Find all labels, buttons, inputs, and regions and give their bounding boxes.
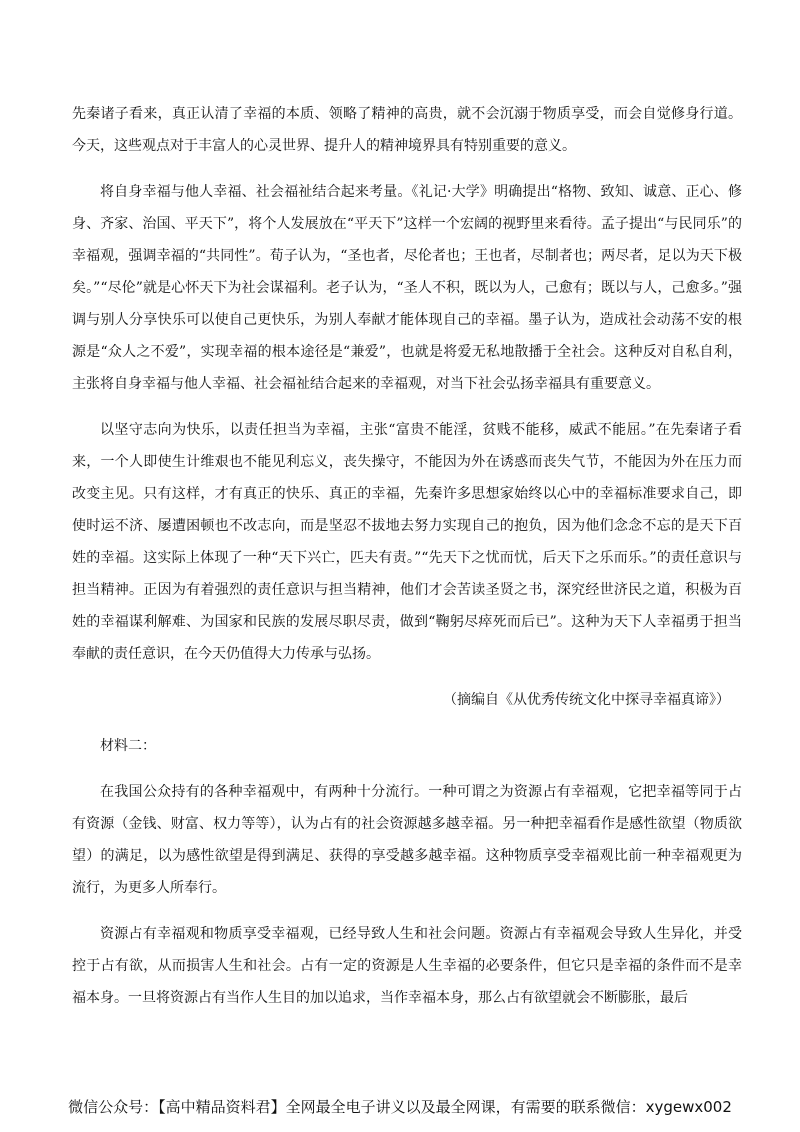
paragraph-3: 以坚守志向为快乐，以责任担当为幸福，主张“富贵不能淫，贫贱不能移，威武不能屈。”在先秦诸子看来，一个人即使生计维艰也不能见利忘义，丧失操守，不能因为外在诱惑而丧失气节，不能因为外在压力而改变主见。只有这样，才有真正的快乐、真正的幸福，先秦许多思想家始终以心中的幸福标准要求自己，即使时运不济、屡遭困顿也不改志向，而是坚忍不拔地去努力实现自己的抱负，因为他们念念不忘的是天下百姓的幸福。这实际上体现了一种“天下兴亡，匹夫有责。”“先天下之忧而忧，后天下之乐而乐。”的责任意识与担当精神。正因为有着强烈的责任意识与担当精神，他们才会苦读圣贤之书，深究经世济民之道，积极为百姓的幸福谋利解难、为国家和民族的发展尽职尽责，做到“鞠躬尽瘁死而后已”。这种为天下人幸福勇于担当奉献的责任意识，在今天仍值得大力传承与弘扬。 bbox=[72, 422, 742, 662]
paragraph-2: 将自身幸福与他人幸福、社会福祉结合起来考量。《礼记·大学》明确提出“格物、致知、诚意、正心、修身、齐家、治国、平天下”，将个人发展放在“平天下”这样一个宏阔的视野里来看待。孟子提出“与民同乐”的幸福观，强调幸福的“共同性”。荀子认为，“圣也者，尽伦者也；王也者，尽制者也；两尽者，足以为天下极矣。”“尽伦”就是心怀天下为社会谋福利。老子认为，“圣人不积，既以为人，己愈有；既以与人，己愈多。”强调与别人分享快乐可以使自己更快乐，为别人奉献才能体现自己的幸福。墨子认为，造成社会动荡不安的根源是“众人之不爱”，实现幸福的根本途径是“兼爱”，也就是将爱无私地散播于全社会。这种反对自私自利，主张将自身幸福与他人幸福、社会福祉结合起来的幸福观，对当下社会弘扬幸福具有重要意义。 bbox=[72, 184, 742, 392]
footer-watermark: 微信公众号：【高中精品资料君】全网最全电子讲义以及最全网课，有需要的联系微信：xygewx002 bbox=[68, 1098, 732, 1116]
source-citation: （摘编自《从优秀传统文化中探寻幸福真谛》） bbox=[443, 692, 730, 708]
paragraph-4: 在我国公众持有的各种幸福观中，有两种十分流行。一种可谓之为资源占有幸福观，它把幸福等同于占有资源（金钱、财富、权力等等），认为占有的社会资源越多越幸福。另一种把幸福看作是感性欲望（物质欲望）的满足，以为感性欲望是得到满足、获得的享受越多越幸福。这种物质享受幸福观比前一种幸福观更为流行，为更多人所奉行。 bbox=[72, 784, 742, 896]
spacer bbox=[72, 904, 742, 918]
spacer bbox=[72, 762, 742, 776]
paragraph-5: 资源占有幸福观和物质享受幸福观，已经导致人生和社会问题。资源占有幸福观会导致人生异化，并受控于占有欲，从而损害人生和社会。占有一定的资源是人生幸福的必要条件，但它只是幸福的条件而不是幸福本身。一旦将资源占有当作人生目的加以追求，当作幸福本身，那么占有欲望就会不断膨胀，最后 bbox=[72, 926, 742, 1006]
material-2-label: 材料二： bbox=[100, 738, 156, 754]
document-body bbox=[72, 98, 742, 1014]
spacer bbox=[72, 716, 742, 730]
paragraph-1: 先秦诸子看来，真正认清了幸福的本质、领略了精神的高贵，就不会沉溺于物质享受，而会自觉修身行道。今天，这些观点对于丰富人的心灵世界、提升人的精神境界具有特别重要的意义。 bbox=[72, 106, 742, 154]
spacer bbox=[72, 162, 742, 176]
spacer bbox=[72, 670, 742, 684]
spacer bbox=[72, 400, 742, 414]
